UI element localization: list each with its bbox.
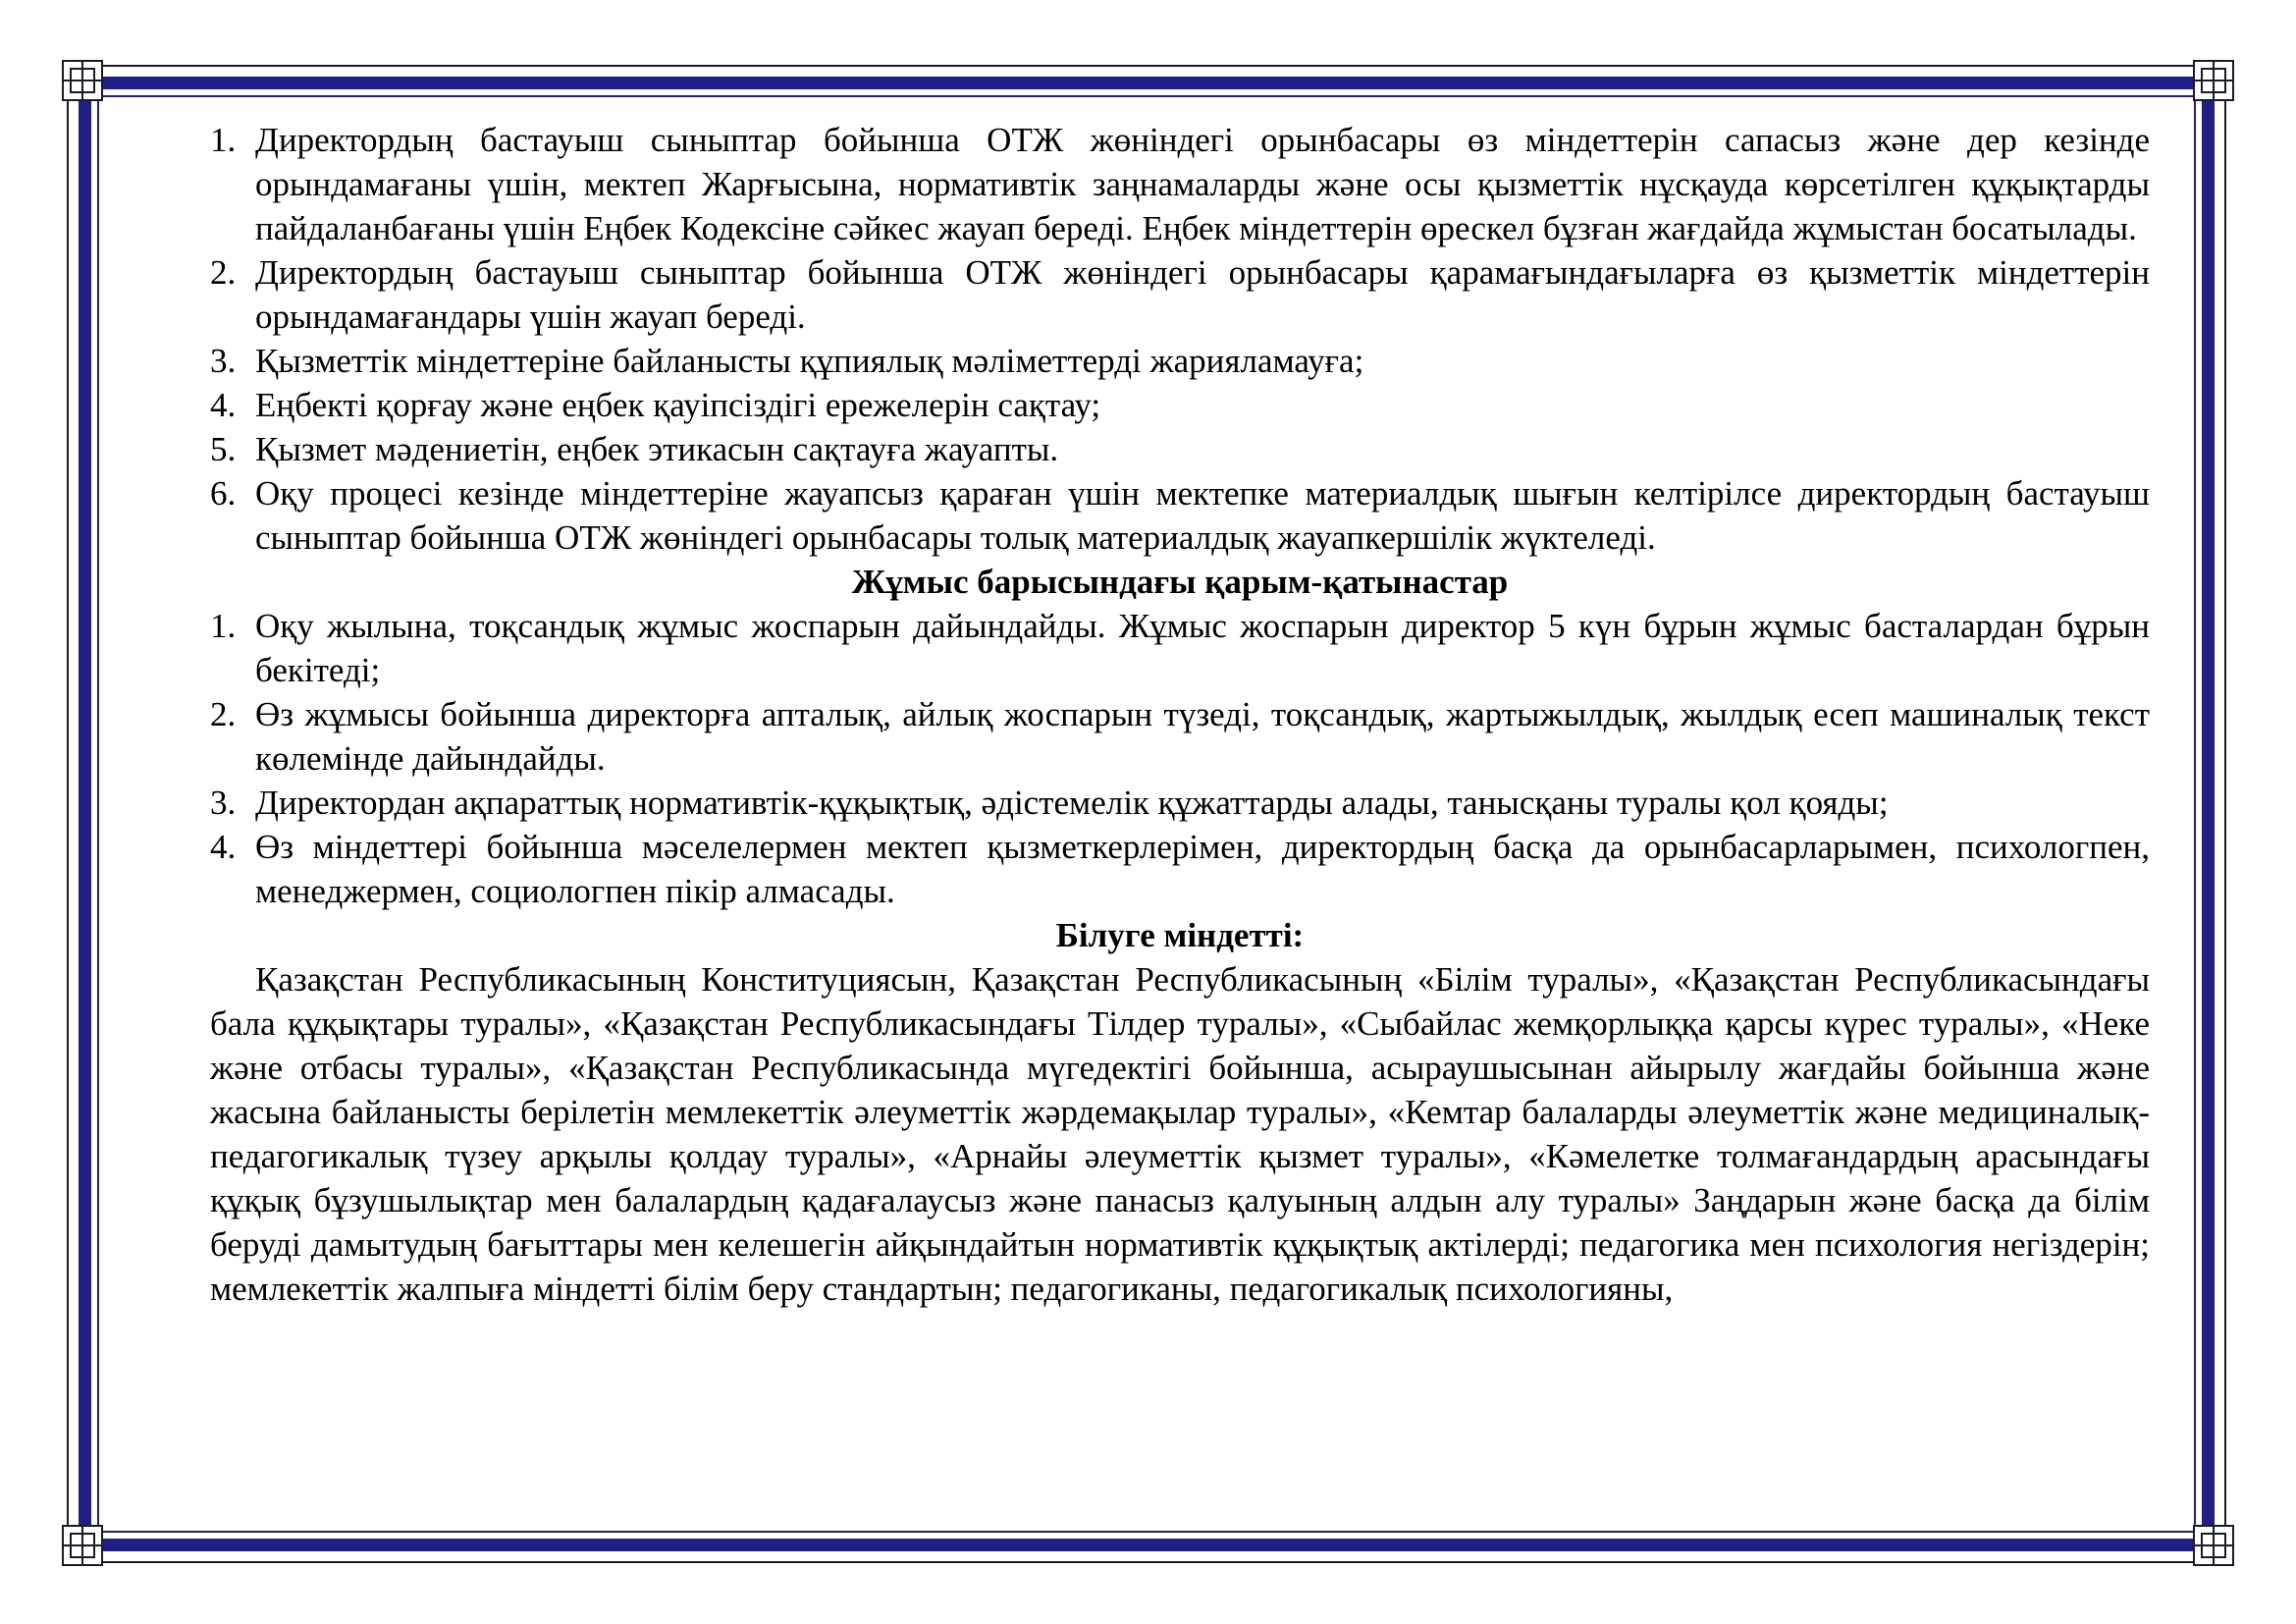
list-item-text: Қызмет мәдениетін, еңбек этикасын сақтауға жауапты. — [255, 430, 1059, 468]
corner-ornament-icon — [2192, 59, 2235, 102]
list-item-text: Еңбекті қорғау және еңбек қауіпсіздігі ережелерін сақтау; — [255, 386, 1101, 424]
list-item — [210, 250, 2150, 339]
list-item-text: Директордың бастауыш сыныптар бойынша ОТЖ жөніндегі орынбасары қарамағындағыларға өз қызметтік міндеттерін орындамағандары үшін жауап береді. — [255, 253, 2150, 336]
list-item-text: Директордан ақпараттық нормативтік-құқықтық, әдістемелік құжаттарды алады, танысқаны туралы қол қояды; — [255, 784, 1889, 822]
list-item — [210, 825, 2150, 913]
list-item-number: 5. — [210, 430, 237, 468]
corner-ornament-icon — [61, 1524, 104, 1567]
corner-ornament-icon — [2192, 1524, 2235, 1567]
must-know-paragraph: Қазақстан Республикасының Конституциясын, Қазақстан Республикасының «Білім туралы», «Қазақстан Республикасындағы бала құқықтары туралы», «Қазақстан Республикасындағы Тілдер туралы», «Сыбайлас жемқорлыққа қарсы күрес туралы», «Неке және отбасы туралы», «Қазақстан Республикасында мүгедектігі бойынша, асыраушысынан айырылу жағдайы бойынша және жасына байланысты берілетін мемлекеттік әлеуметтік жәрдемақылар туралы», «Кемтар балаларды әлеуметтік және медициналық-педагогикалық түзеу арқылы қолдау туралы», «Арнайы әлеуметтік қызмет туралы», «Кәмелетке толмағандардың арасындағы құқық бұзушылықтар мен балалардың қадағалаусыз және панасыз қалуының алдын алу туралы» Заңдарын және басқа да білім беруді дамытудың бағыттары мен келешегін айқындайтын нормативтік құқықтық актілерді; педагогика мен психология негіздерін; мемлекеттік жалпыға міндетті білім беру стандартын; педагогиканы, педагогикалық психологияны, — [210, 960, 2150, 1308]
corner-ornament-icon — [61, 59, 104, 102]
list-item — [210, 781, 2150, 825]
document-body — [210, 118, 2150, 1311]
list-item-number: 3. — [210, 784, 237, 822]
list-item-number: 2. — [210, 253, 237, 292]
list-item — [210, 339, 2150, 383]
list-item-number: 4. — [210, 828, 237, 866]
list-item-number: 1. — [210, 121, 237, 159]
list-item — [210, 471, 2150, 560]
list-item — [210, 692, 2150, 781]
list-item-text: Өз міндеттері бойынша мәселелермен мектеп қызметкерлерімен, директордың басқа да орынбасарларымен, психологпен, менеджермен, социологпен пікір алмасады. — [255, 828, 2150, 910]
list-item-text: Қызметтік міндеттеріне байланысты құпиялық мәліметтерді жарияламауға; — [255, 342, 1364, 380]
list-item-text: Оқу процесі кезінде міндеттеріне жауапсыз қараған үшін мектепке материалдық шығын келтірілсе директордың бастауыш сыныптар бойынша ОТЖ жөніндегі орынбасары толық материалдық жауапкершілік жүктеледі. — [255, 474, 2150, 557]
relations-list — [210, 604, 2150, 913]
list-item-number: 3. — [210, 342, 237, 380]
list-item-text: Оқу жылына, тоқсандық жұмыс жоспарын дайындайды. Жұмыс жоспарын директор 5 күн бұрын жұмыс басталардан бұрын бекітеді; — [255, 607, 2150, 689]
list-item-number: 2. — [210, 695, 237, 733]
list-item-number: 1. — [210, 607, 237, 645]
list-item — [210, 383, 2150, 427]
list-item — [210, 118, 2150, 250]
list-item-number: 6. — [210, 474, 237, 513]
section-heading-must-know: Білуге міндетті: — [1055, 916, 1305, 954]
section-heading-relations: Жұмыс барысындағы қарым-қатынастар — [851, 563, 1509, 601]
responsibilities-list — [210, 118, 2150, 560]
list-item-text: Өз жұмысы бойынша директорға апталық, айлық жоспарын түзеді, тоқсандық, жартыжылдық, жылдық есеп машиналық текст көлемінде дайындайды. — [255, 695, 2150, 778]
list-item-number: 4. — [210, 386, 237, 424]
list-item — [210, 604, 2150, 692]
list-item — [210, 427, 2150, 471]
list-item-text: Директордың бастауыш сыныптар бойынша ОТЖ жөніндегі орынбасары өз міндеттерін сапасыз және дер кезінде орындамағаны үшін, мектеп Жарғысына, нормативтік заңнамаларды және осы қызметтік нұсқауда көрсетілген құқықтарды пайдаланбағаны үшін Еңбек Кодексіне сәйкес жауап береді. Еңбек міндеттерін өрескел бұзған жағдайда жұмыстан босатылады. — [255, 121, 2150, 247]
